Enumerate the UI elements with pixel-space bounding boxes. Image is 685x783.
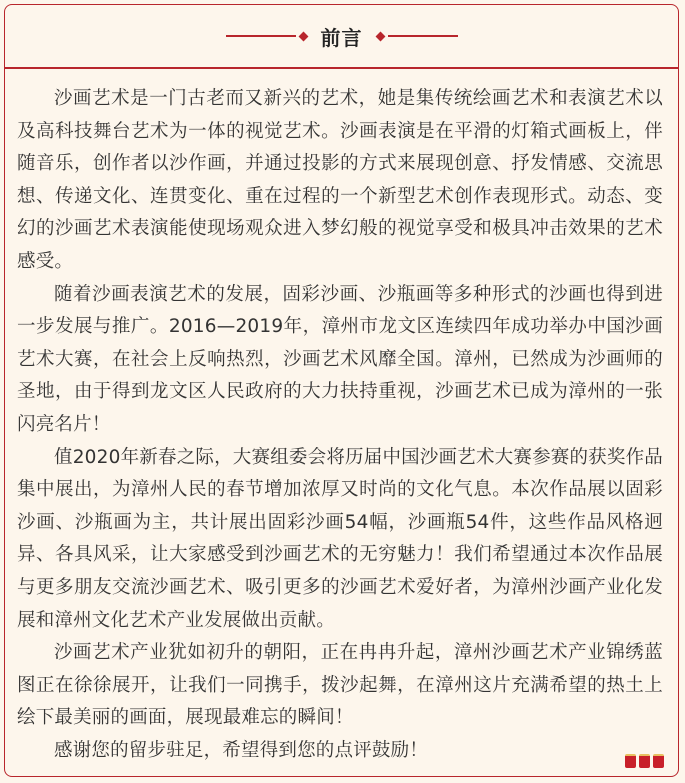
seal-icon	[625, 754, 636, 768]
paragraph-2: 随着沙画表演艺术的发展，固彩沙画、沙瓶画等多种形式的沙画也得到进一步发展与推广。2016—2019年，漳州市龙文区连续四年成功举办中国沙画艺术大赛，在社会上反响热烈，沙画艺术风靡全国。漳州，已然成为沙画师的圣地，由于得到龙文区人民政府的大力扶持重视，沙画艺术已成为漳州的一张闪亮名片！	[17, 283, 663, 435]
left-ornament	[226, 33, 311, 40]
ornament-line	[226, 35, 296, 37]
header	[5, 5, 678, 67]
paragraph-5: 感谢您的留步驻足，希望得到您的点评鼓励！	[54, 739, 429, 761]
preface-body	[17, 83, 663, 767]
ornament-line	[388, 35, 458, 37]
paragraph-4: 沙画艺术产业犹如初升的朝阳，正在冉冉升起，漳州沙画艺术产业锦绣蓝图正在徐徐展开，让我们一同携手，拨沙起舞，在漳州这片充满希望的热土上绘下最美丽的画面，展现最难忘的瞬间！	[17, 642, 663, 729]
seal-icon	[653, 754, 664, 768]
paragraph-1: 沙画艺术是一门古老而又新兴的艺术，她是集传统绘画艺术和表演艺术以及高科技舞台艺术为一体的视觉艺术。沙画表演是在平滑的灯箱式画板上，伴随音乐，创作者以沙作画，并通过投影的方式来展现创意、抒发情感、交流思想、传递文化、连贯变化、重在过程的一个新型艺术创作表现形式。动态、变幻的沙画艺术表演能使现场观众进入梦幻般的视觉享受和极具冲击效果的艺术感受。	[17, 88, 663, 272]
page-title: 前言	[320, 25, 363, 50]
right-ornament	[373, 33, 458, 40]
diamond-icon	[375, 31, 385, 41]
header-divider	[5, 67, 678, 69]
document-frame	[4, 4, 679, 777]
paragraph-3: 值2020年新春之际，大赛组委会将历届中国沙画艺术大赛参赛的获奖作品集中展出，为漳州人民的春节增加浓厚又时尚的文化气息。本次作品展以固彩沙画、沙瓶画为主，共计展出固彩沙画54幅，沙画瓶54件，这些作品风格迥异、各具风采，让大家感受到沙画艺术的无穷魅力！我们希望通过本次作品展与更多朋友交流沙画艺术、吸引更多的沙画艺术爱好者，为漳州沙画产业化发展和漳州文化艺术产业发展做出贡献。	[17, 446, 663, 631]
seal-decoration	[625, 754, 664, 768]
seal-icon	[639, 754, 650, 768]
diamond-icon	[298, 31, 308, 41]
